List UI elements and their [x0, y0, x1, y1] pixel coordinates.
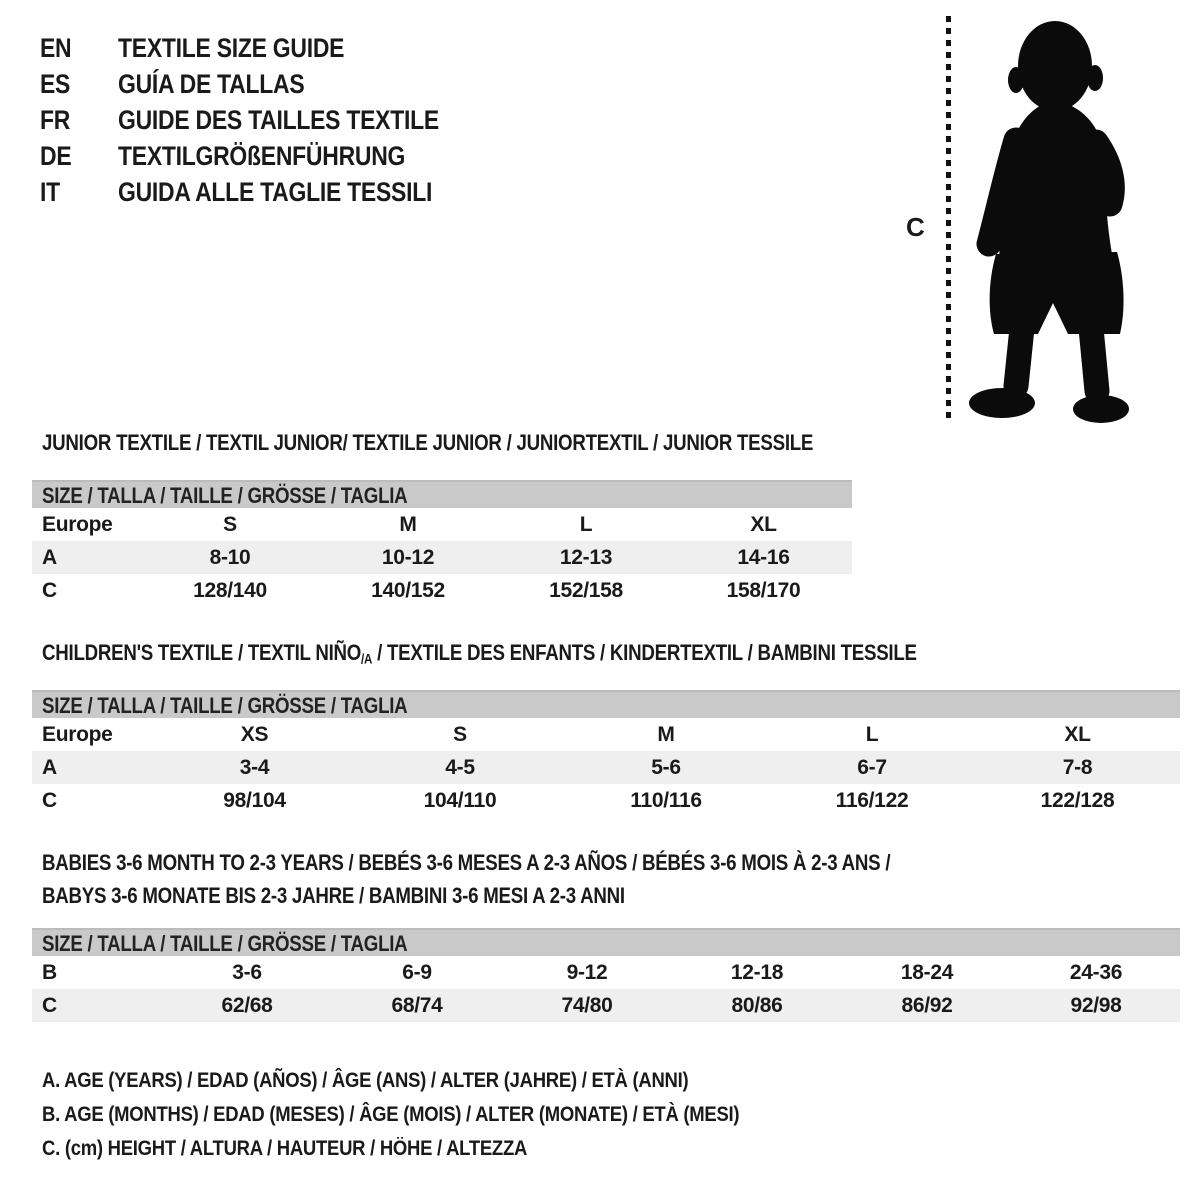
row-label-cell: A	[42, 545, 57, 569]
guide-title-en: TEXTILE SIZE GUIDE	[118, 32, 345, 63]
value-cell: 24-36	[1069, 960, 1123, 984]
language-row-es	[40, 66, 496, 102]
language-code: DE	[40, 140, 72, 171]
height-measure-label: C	[906, 212, 925, 242]
value-cell: 116/122	[835, 788, 909, 812]
value-cell: 92/98	[1070, 993, 1122, 1017]
table-row-height	[32, 784, 1180, 817]
language-row-de	[40, 138, 496, 174]
region-label-cell: Europe	[42, 722, 113, 746]
size-columns-row	[32, 508, 852, 541]
table-row-age	[32, 541, 852, 574]
children-section-title: CHILDREN'S TEXTILE / TEXTIL $NIÑO_{/A}$ / TEXTILE DES ENFANTS / KINDERTEXTIL / BAMBINI TESSILE	[42, 640, 917, 667]
value-cell: 10-12	[381, 545, 435, 569]
language-code: EN	[40, 32, 72, 63]
size-columns-row	[32, 718, 1180, 751]
value-cell: 7-8	[1062, 755, 1093, 779]
guide-title-it: GUIDA ALLE TAGLIE TESSILI	[118, 176, 433, 207]
value-cell: 110/116	[630, 788, 702, 812]
value-cell: 128/140	[193, 578, 267, 602]
table-row-age	[32, 751, 1180, 784]
table-row-height	[32, 574, 852, 607]
junior-size-table	[32, 480, 852, 607]
value-cell: 3-4	[239, 755, 270, 779]
row-label-cell: C	[42, 993, 57, 1017]
language-code: FR	[40, 104, 71, 135]
babies-size-table	[32, 928, 1180, 1022]
value-cell: 152/158	[549, 578, 623, 602]
value-cell: 74/80	[561, 993, 613, 1017]
table-row-height	[32, 989, 1180, 1022]
size-column-cell: L	[865, 722, 879, 746]
value-cell: 5-6	[651, 755, 681, 779]
language-title-list	[40, 30, 496, 210]
size-column-cell: M	[657, 722, 675, 746]
size-header-bar: SIZE / TALLA / TAILLE / GRÖSSE / TAGLIA	[32, 690, 1180, 718]
row-label-cell: C	[42, 578, 57, 602]
language-row-en	[40, 30, 496, 66]
region-label-cell: Europe	[42, 512, 113, 536]
table-row-months	[32, 956, 1180, 989]
value-cell: 62/68	[221, 993, 273, 1017]
size-column-cell: XL	[1064, 722, 1091, 746]
size-column-cell: XL	[750, 512, 777, 536]
value-cell: 8-10	[209, 545, 251, 569]
row-label-cell: B	[42, 960, 57, 984]
size-column-cell: S	[453, 722, 467, 746]
value-cell: 68/74	[391, 993, 443, 1017]
children-size-table	[32, 690, 1180, 817]
value-cell: 6-7	[857, 755, 887, 779]
babies-section-title: BABIES 3-6 MONTH TO 2-3 YEARS / BEBÉS 3-6 MESES A 2-3 AÑOS / BÉBÉS 3-6 MOIS À 2-3 ANS / BABYS 3-6 MONATE BIS 2-3 JAHRE / BAMBINI 3-6 MESI A 2-3 ANNI	[42, 850, 891, 908]
size-column-cell: L	[579, 512, 593, 536]
value-cell: 158/170	[726, 578, 801, 602]
value-cell: 98/104	[223, 788, 286, 812]
size-column-cell: XS	[240, 722, 269, 746]
value-cell: 6-9	[402, 960, 432, 984]
toddler-silhouette-icon	[952, 14, 1142, 424]
size-header-bar: SIZE / TALLA / TAILLE / GRÖSSE / TAGLIA	[32, 928, 1180, 956]
language-row-fr	[40, 102, 496, 138]
value-cell: 18-24	[900, 960, 954, 984]
value-cell: 14-16	[737, 545, 790, 569]
guide-title-de: TEXTILGRÖßENFÜHRUNG	[118, 140, 406, 171]
language-row-it	[40, 174, 496, 210]
legend-age-years: A. AGE (YEARS) / EDAD (AÑOS) / ÂGE (ANS) / ALTER (JAHRE) / ETÀ (ANNI)	[42, 1069, 689, 1092]
language-code: ES	[40, 68, 71, 99]
legend-age-months: B. AGE (MONTHS) / EDAD (MESES) / ÂGE (MOIS) / ALTER (MONATE) / ETÀ (MESI)	[42, 1103, 740, 1126]
guide-title-es: GUÍA DE TALLAS	[118, 68, 305, 99]
row-label-cell: A	[42, 755, 57, 779]
height-dashed-line	[946, 16, 951, 418]
value-cell: 12-13	[559, 545, 613, 569]
row-label-cell: C	[42, 788, 57, 812]
legend-height-cm: C. (cm) HEIGHT / ALTURA / HAUTEUR / HÖHE / ALTEZZA	[42, 1137, 528, 1160]
value-cell: 12-18	[730, 960, 784, 984]
junior-section-title: JUNIOR TEXTILE / TEXTIL JUNIOR/ TEXTILE JUNIOR / JUNIORTEXTIL / JUNIOR TESSILE	[42, 430, 814, 455]
size-column-cell: M	[399, 512, 417, 536]
value-cell: 122/128	[1040, 788, 1115, 812]
value-cell: 3-6	[232, 960, 262, 984]
size-column-cell: S	[223, 512, 237, 536]
guide-title-fr: GUIDE DES TAILLES TEXTILE	[118, 104, 439, 135]
value-cell: 140/152	[371, 578, 445, 602]
size-header-bar: SIZE / TALLA / TAILLE / GRÖSSE / TAGLIA	[32, 480, 852, 508]
value-cell: 104/110	[423, 788, 497, 812]
measurement-legend	[42, 1064, 834, 1166]
value-cell: 80/86	[731, 993, 783, 1017]
value-cell: 9-12	[566, 960, 608, 984]
language-code: IT	[40, 176, 60, 207]
value-cell: 4-5	[445, 755, 475, 779]
title-subscript: /A	[361, 651, 373, 667]
value-cell: 86/92	[901, 993, 953, 1017]
